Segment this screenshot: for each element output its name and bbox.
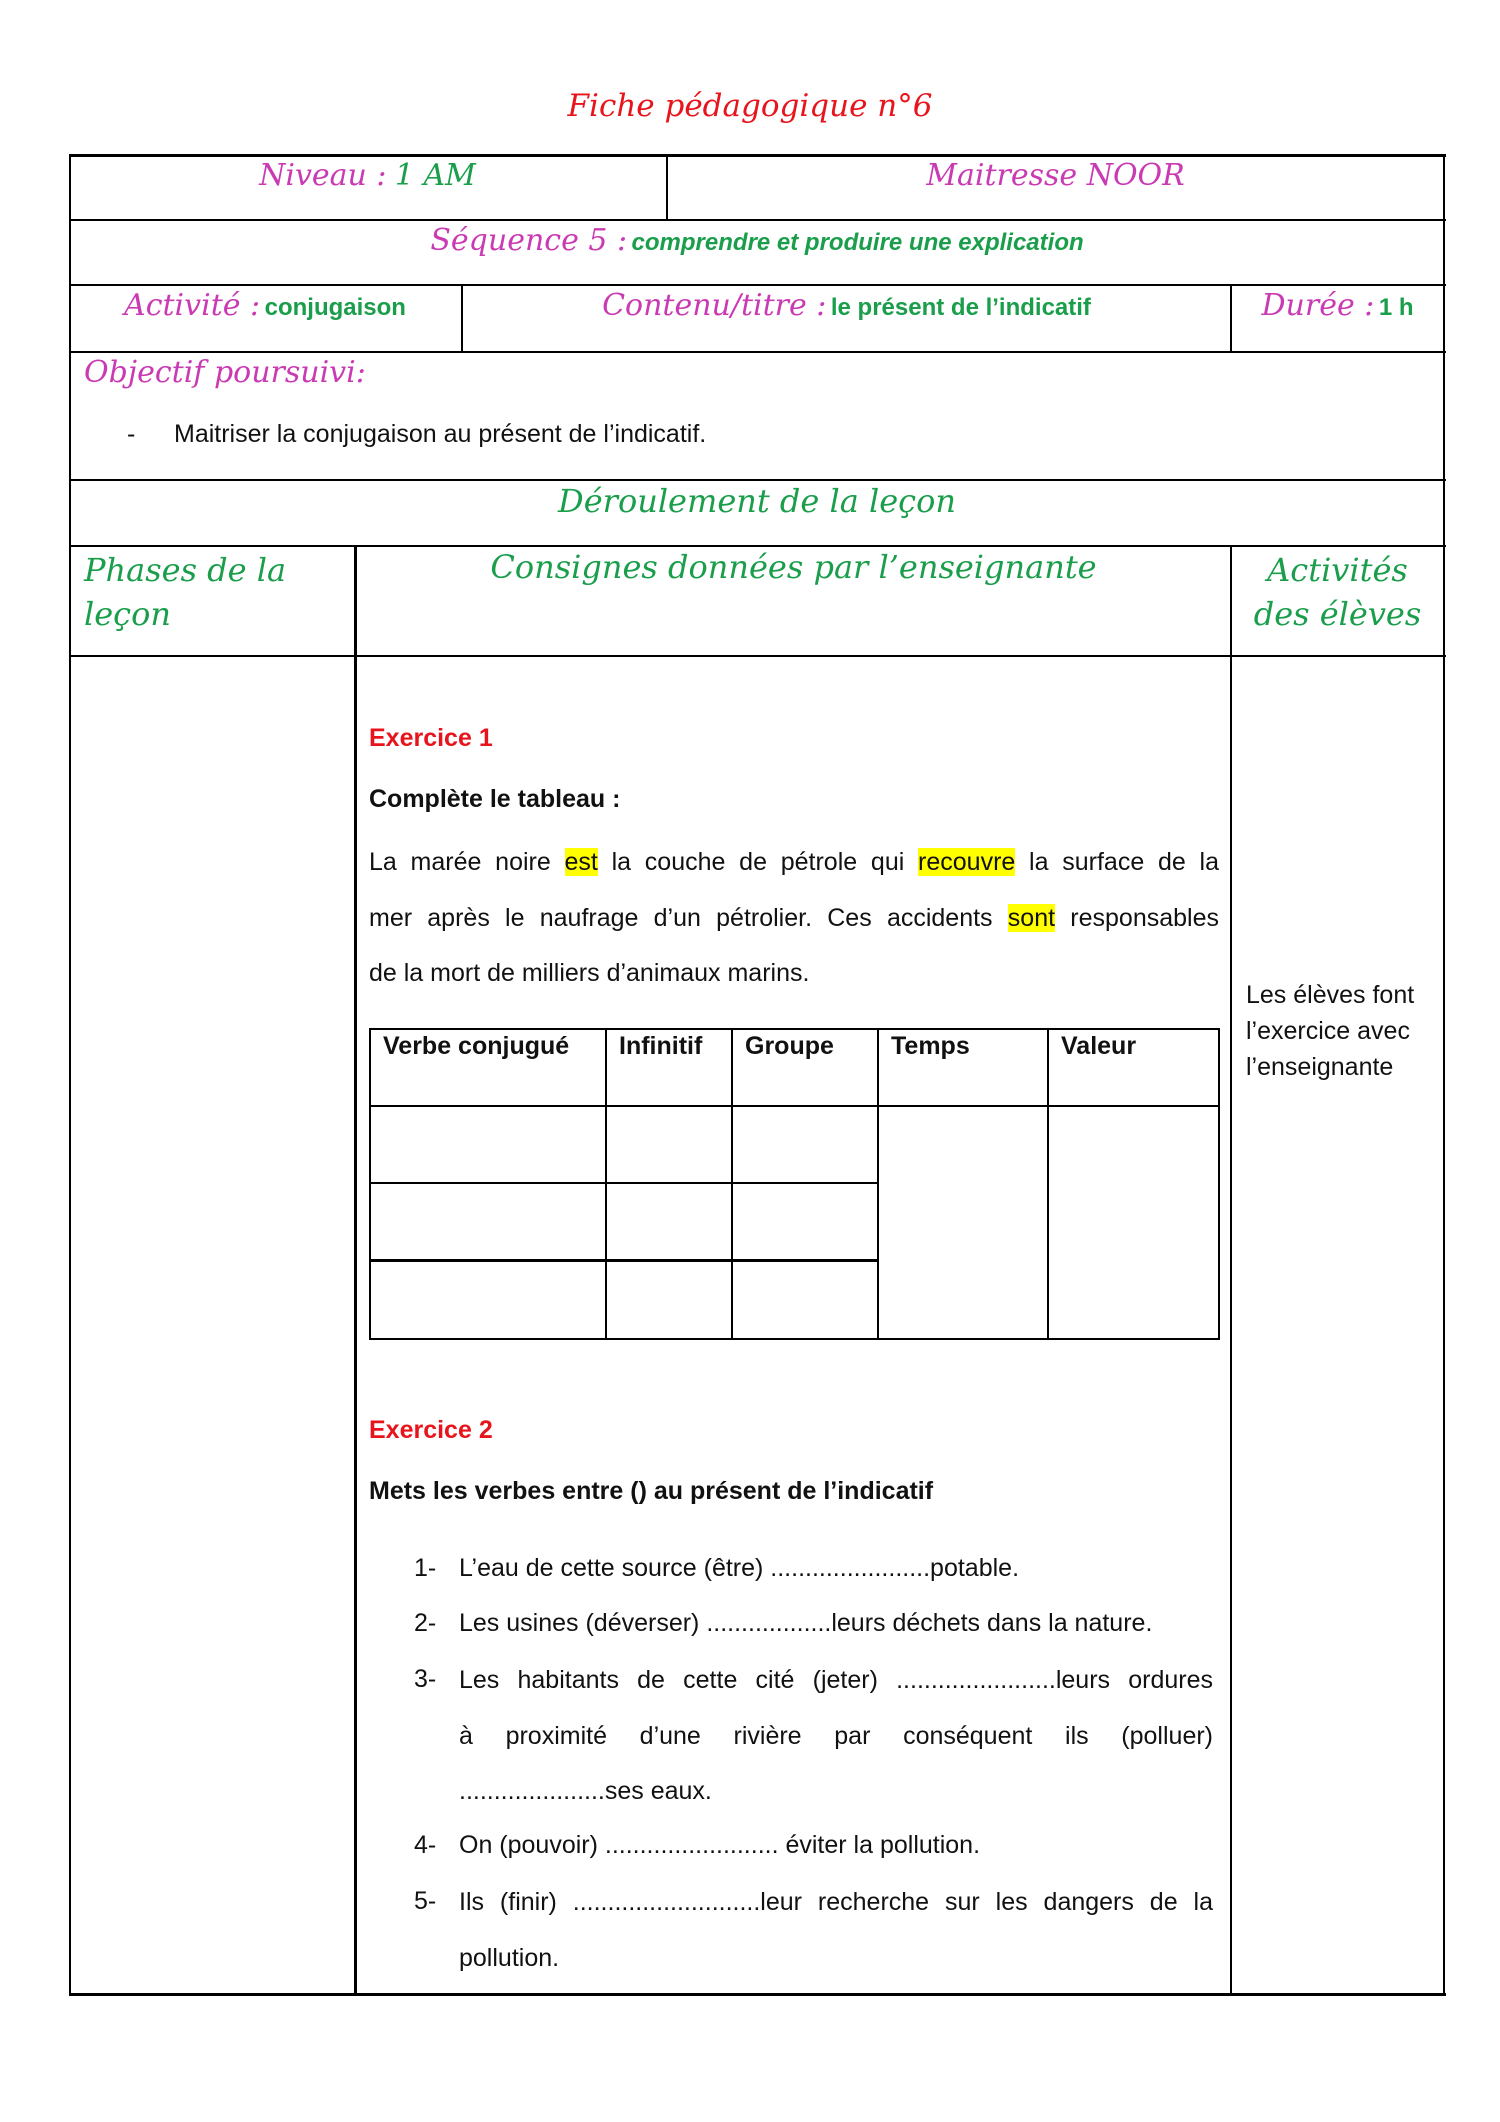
exercise2-title: Exercice 2: [369, 1416, 493, 1444]
item-line: à proximité d’une rivière par conséquent ils (polluer): [459, 1721, 1213, 1750]
exercise1-title: Exercice 1: [369, 724, 493, 752]
highlighted-verb: sont: [1007, 903, 1056, 932]
item-number: 5-: [414, 1887, 437, 1915]
lesson-section-title: Déroulement de la leçon: [558, 482, 956, 520]
student-activity-line1: Les élèves font: [1246, 981, 1415, 1009]
objective-bullet: -: [127, 420, 136, 448]
table-border-right: [1443, 154, 1445, 1996]
answer-cell-infinitif-1[interactable]: [607, 1107, 731, 1182]
item-number: 2-: [414, 1609, 437, 1637]
col-header-phases-line1: Phases de la: [84, 551, 287, 589]
text: la surface de la: [1015, 848, 1219, 876]
item-text: [459, 1653, 1213, 1820]
col-header-activites-line2: des élèves: [1253, 595, 1422, 633]
inner-border-right: [1218, 1028, 1220, 1340]
row-divider: [69, 545, 1446, 547]
paragraph-line: [369, 835, 1219, 891]
row-divider: [69, 284, 1446, 286]
row-divider: [69, 479, 1446, 481]
row-divider: [69, 351, 1446, 353]
th-infinitif: Infinitif: [619, 1032, 703, 1060]
col-divider: [354, 545, 357, 1995]
col-header-activites: [1232, 548, 1443, 636]
exercise2-instruction: Mets les verbes entre () au présent de l’indicatif: [369, 1477, 934, 1505]
col-header-consignes: Consignes données par l’enseignante: [490, 548, 1097, 586]
table-border-bottom: [69, 1993, 1446, 1996]
answer-cell-verbe-2[interactable]: [371, 1184, 605, 1259]
answer-cell-infinitif-3[interactable]: [607, 1262, 731, 1338]
activite-label: Activité :: [124, 288, 261, 323]
activite-value: conjugaison: [264, 294, 406, 321]
sequence-value: comprendre et produire une explication: [631, 229, 1084, 256]
sequence-field: [69, 223, 1445, 258]
contenu-field: [463, 288, 1230, 323]
inner-border-top: [369, 1028, 1220, 1030]
th-temps: Temps: [891, 1032, 970, 1060]
item-line: pollution.: [459, 1943, 560, 1972]
text: responsables: [1055, 903, 1219, 932]
duree-label: Durée :: [1261, 288, 1375, 323]
duree-field: [1232, 288, 1443, 323]
text: La marée noire: [369, 848, 565, 876]
niveau-value: 1 AM: [394, 158, 476, 193]
th-valeur: Valeur: [1061, 1032, 1137, 1060]
th-groupe: Groupe: [745, 1032, 834, 1060]
answer-cell-valeur[interactable]: [1049, 1107, 1218, 1338]
col-header-phases: [84, 548, 286, 636]
item-number: 3-: [414, 1665, 437, 1693]
table-border-left: [69, 154, 71, 1996]
col-header-activites-line1: Activités: [1267, 551, 1408, 589]
item-number: 1-: [414, 1554, 437, 1582]
activite-field: [69, 288, 461, 323]
student-activity-text: [1246, 977, 1414, 1085]
item-text: Les usines (déverser) ..................leurs déchets dans la nature.: [459, 1609, 1153, 1637]
duree-value: 1 h: [1378, 294, 1414, 321]
niveau-label: Niveau :: [259, 158, 387, 193]
exercise1-paragraph: [369, 835, 1219, 1002]
student-activity-line3: l’enseignante: [1246, 1053, 1394, 1081]
highlighted-verb: est: [564, 848, 598, 876]
row-divider: [69, 219, 1446, 221]
objective-text: Maitriser la conjugaison au présent de l’indicatif.: [174, 420, 707, 448]
paragraph-line: [369, 891, 1219, 947]
answer-cell-verbe-3[interactable]: [371, 1262, 605, 1338]
answer-cell-temps[interactable]: [879, 1107, 1047, 1338]
answer-cell-groupe-3[interactable]: [733, 1262, 877, 1338]
answer-cell-infinitif-2[interactable]: [607, 1184, 731, 1259]
table-border-top: [69, 154, 1446, 157]
page-title: Fiche pédagogique n°6: [567, 88, 933, 124]
th-verbe-conjugue: Verbe conjugué: [383, 1032, 570, 1060]
item-text: On (pouvoir) ......................... éviter la pollution.: [459, 1831, 981, 1859]
objective-label: Objectif poursuivi:: [84, 355, 366, 390]
inner-border-bottom: [369, 1338, 1220, 1340]
exercise1-instruction: Complète le tableau :: [369, 785, 621, 813]
answer-cell-groupe-2[interactable]: [733, 1184, 877, 1259]
niveau-field: [69, 158, 666, 193]
row-divider: [69, 655, 1446, 657]
item-text: L’eau de cette source (être) .......................potable.: [459, 1554, 1020, 1582]
text: mer après le naufrage d’un pétrolier. Ces accidents: [369, 903, 1008, 932]
item-line: Ils (finir) ...........................leur recherche sur les dangers de la: [459, 1888, 1213, 1916]
item-text: [459, 1875, 1213, 1986]
teacher-name: Maitresse NOOR: [926, 158, 1185, 193]
item-number: 4-: [414, 1831, 437, 1859]
highlighted-verb: recouvre: [918, 848, 1016, 876]
contenu-label: Contenu/titre :: [602, 288, 827, 323]
col-header-phases-line2: leçon: [84, 595, 171, 633]
answer-cell-verbe-1[interactable]: [371, 1107, 605, 1182]
contenu-value: le présent de l’indicatif: [830, 294, 1091, 321]
paragraph-line: de la mort de milliers d’animaux marins.: [369, 959, 810, 987]
sequence-label: Séquence 5 :: [430, 223, 628, 258]
item-line: Les habitants de cette cité (jeter) .......................leurs ordures: [459, 1666, 1213, 1694]
item-line: .....................ses eaux.: [459, 1777, 712, 1805]
student-activity-line2: l’exercice avec: [1246, 1017, 1410, 1045]
answer-cell-groupe-1[interactable]: [733, 1107, 877, 1182]
col-divider: [1230, 545, 1232, 1995]
text: la couche de pétrole qui: [597, 848, 919, 876]
